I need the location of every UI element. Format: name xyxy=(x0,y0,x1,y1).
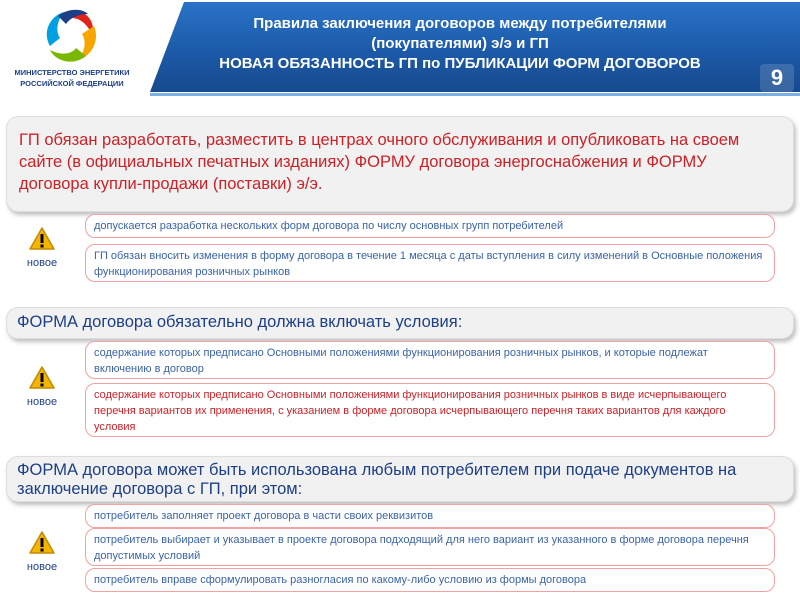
header xyxy=(0,0,800,98)
section-3-text: ФОРМА договора может быть использована любым потребителем при подаче документов на заключение договора с ГП, при этом: xyxy=(17,461,737,498)
warning-icon xyxy=(28,226,56,252)
section-2-new-badge xyxy=(14,365,70,408)
section-3-new-badge xyxy=(14,530,70,573)
section-3-box xyxy=(6,456,794,502)
ministry-logo-icon xyxy=(40,6,104,66)
logo-caption-line-2: РОССИЙСКОЙ ФЕДЕРАЦИИ xyxy=(20,79,124,88)
page-title xyxy=(190,14,730,74)
section-2-text: ФОРМА договора обязательно должна включать условия: xyxy=(17,313,463,331)
title-line-2: (покупателями) э/э и ГП xyxy=(371,35,549,52)
new-label: новое xyxy=(26,396,58,408)
section-2-item-2: содержание которых предписано Основными положениями функционирования розничных рынков в виде исчерпывающего перечня вариантов их применения, с указанием в форме договора исчерпывающего перечня таких вариантов для каждого условия xyxy=(85,383,775,437)
section-3-item-1: потребитель заполняет проект договора в части своих реквизитов xyxy=(85,504,775,528)
section-1-box xyxy=(6,116,794,212)
section-1-new-badge xyxy=(14,226,70,269)
page-number: 9 xyxy=(760,64,794,92)
new-label: новое xyxy=(26,257,58,269)
section-2-box xyxy=(6,307,794,339)
warning-icon xyxy=(28,365,56,391)
section-1-text: ГП обязан разработать, разместить в центрах очного обслуживания и опубликовать на своем сайте (в официальных печатных изданиях) ФОРМУ договора энергоснабжения и ФОРМУ договора купли-продажи (поставки) э/э. xyxy=(19,131,740,193)
title-line-3: НОВАЯ ОБЯЗАННОСТЬ ГП по ПУБЛИКАЦИИ ФОРМ ДОГОВОРОВ xyxy=(219,55,701,72)
new-label: новое xyxy=(26,561,58,573)
section-3-item-3: потребитель вправе сформулировать разногласия по какому-либо условию из формы договора xyxy=(85,568,775,592)
section-1-item-2: ГП обязан вносить изменения в форму договора в течение 1 месяца с даты вступления в силу изменений в Основные положения функционирования розничных рынков xyxy=(85,244,775,282)
section-2-item-1: содержание которых предписано Основными положениями функционирования розничных рынков, и которые подлежат включению в договор xyxy=(85,341,775,379)
section-1-item-1: допускается разработка нескольких форм договора по числу основных групп потребителей xyxy=(85,214,775,238)
section-3-item-2: потребитель выбирает и указывает в проекте договора подходящий для него вариант из указанного в форме договора перечня допустимых условий xyxy=(85,528,775,566)
ministry-logo xyxy=(2,6,142,94)
logo-caption-line-1: МИНИСТЕРСТВО ЭНЕРГЕТИКИ xyxy=(14,68,130,77)
banner-underline xyxy=(150,93,800,96)
warning-icon xyxy=(28,530,56,556)
title-line-1: Правила заключения договоров между потребителями xyxy=(253,15,667,32)
